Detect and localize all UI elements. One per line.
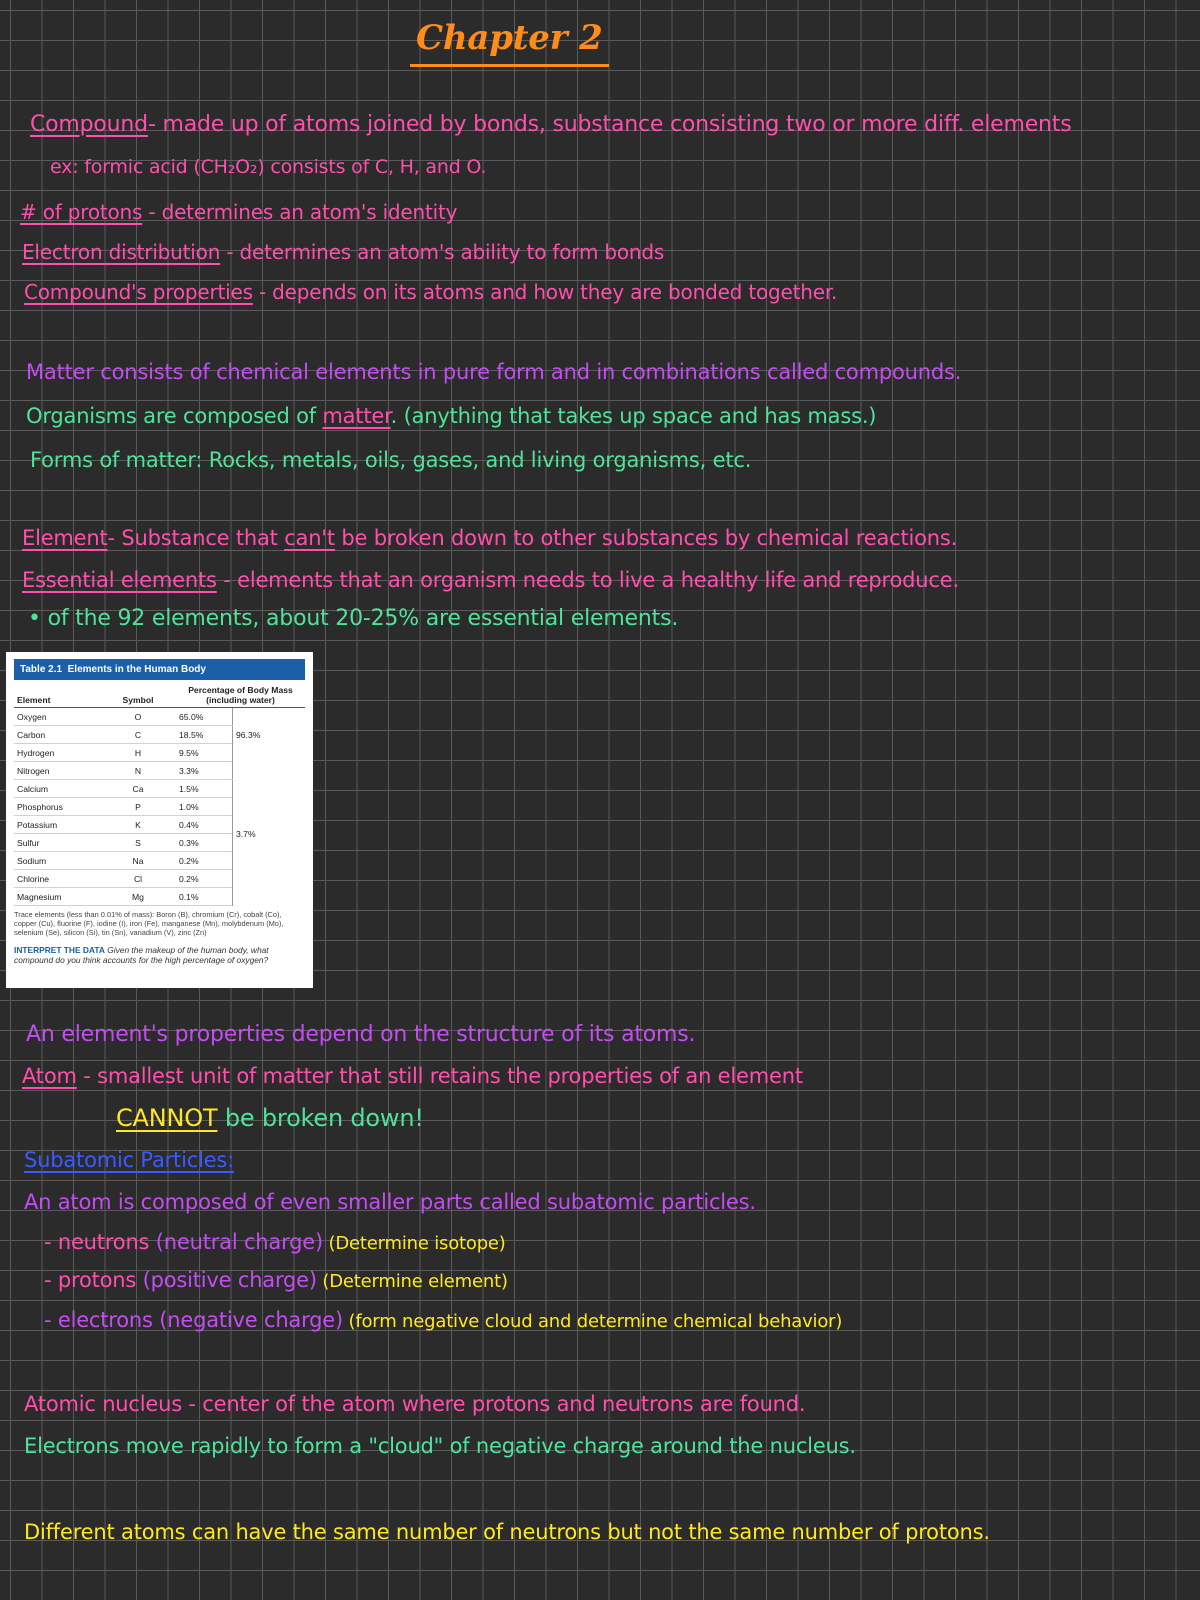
forms-of-matter-line: Forms of matter: Rocks, metals, oils, gases, and living organisms, etc. xyxy=(30,448,752,472)
electron-distribution-line xyxy=(22,240,664,264)
group2-total: 3.7% xyxy=(233,762,306,906)
cell-percent: 1.5% xyxy=(176,780,233,798)
cell-element: Hydrogen xyxy=(14,744,100,762)
elements-table xyxy=(14,683,305,906)
cell-element: Potassium xyxy=(14,816,100,834)
subatomic-heading: Subatomic Particles: xyxy=(24,1148,235,1172)
electron-term: Electron distribution xyxy=(22,240,221,264)
interpret-the-data xyxy=(14,945,305,965)
cell-percent: 0.4% xyxy=(176,816,233,834)
interpret-label: INTERPRET THE DATA xyxy=(14,945,105,955)
cell-symbol: Ca xyxy=(100,780,176,798)
cell-element: Carbon xyxy=(14,726,100,744)
cell-element: Chlorine xyxy=(14,870,100,888)
table-row xyxy=(14,708,305,726)
electrons-charge: (negative charge) xyxy=(152,1308,344,1332)
organisms-line xyxy=(26,404,876,428)
electrons-term: - electrons xyxy=(44,1308,153,1332)
protons-charge: (positive charge) xyxy=(136,1268,317,1292)
matter-term: matter xyxy=(322,404,391,428)
protons-note: (Determine element) xyxy=(316,1271,508,1292)
cell-symbol: O xyxy=(100,708,176,726)
cannot-rest: be broken down! xyxy=(217,1104,424,1132)
cell-element: Magnesium xyxy=(14,888,100,906)
cell-element: Phosphorus xyxy=(14,798,100,816)
cell-symbol: Mg xyxy=(100,888,176,906)
compound-line xyxy=(30,112,1071,137)
interpret-text: Given the makeup of the human body, what compound do you think accounts for the high percentage of oxygen? xyxy=(14,945,269,965)
element-def-a: - Substance that xyxy=(107,526,285,550)
cell-percent: 0.2% xyxy=(176,852,233,870)
element-def-b: be broken down to other substances by chemical reactions. xyxy=(334,526,958,550)
compound-def: - made up of atoms joined by bonds, substance consisting two or more diff. elements xyxy=(147,112,1072,137)
organisms-def: . (anything that takes up space and has mass.) xyxy=(390,404,877,428)
electrons-line xyxy=(44,1308,842,1332)
electrons-note: (form negative cloud and determine chemical behavior) xyxy=(343,1311,843,1332)
atom-line xyxy=(22,1064,803,1088)
col-element: Element xyxy=(14,683,100,708)
cell-symbol: S xyxy=(100,834,176,852)
trace-elements-note: Trace elements (less than 0.01% of mass): Boron (B), chromium (Cr), cobalt (Co), copper (Cu), fluorine (F), iodine (I), iron (Fe), manganese (Mn), molybdenum (Mo), selenium (Se), silicon (Si), tin (Sn), vanadium (V), zinc (Zn) xyxy=(14,910,284,937)
cell-symbol: N xyxy=(100,762,176,780)
cell-percent: 0.3% xyxy=(176,834,233,852)
protons-particle-term: - protons xyxy=(44,1268,137,1292)
protons-term: # of protons xyxy=(20,200,143,224)
cannot-line xyxy=(116,1104,424,1132)
organisms-text: Organisms are composed of xyxy=(26,404,323,428)
electron-def: - determines an atom's ability to form bonds xyxy=(220,240,665,264)
cell-symbol: P xyxy=(100,798,176,816)
element-line xyxy=(22,526,957,550)
essential-elements-line xyxy=(22,568,959,592)
elements-table-figure xyxy=(6,652,313,988)
cell-percent: 1.0% xyxy=(176,798,233,816)
cell-element: Sodium xyxy=(14,852,100,870)
group1-total: 96.3% xyxy=(233,708,306,762)
nucleus-line: Atomic nucleus - center of the atom where protons and neutrons are found. xyxy=(24,1392,806,1416)
props-term: Compound's properties xyxy=(24,280,253,304)
cell-symbol: C xyxy=(100,726,176,744)
composed-line: An atom is composed of even smaller parts called subatomic particles. xyxy=(24,1190,756,1214)
cell-symbol: K xyxy=(100,816,176,834)
compound-term: Compound xyxy=(30,112,148,137)
props-def: - depends on its atoms and how they are bonded together. xyxy=(252,280,838,304)
cell-element: Oxygen xyxy=(14,708,100,726)
essential-bullet: • of the 92 elements, about 20-25% are essential elements. xyxy=(28,606,679,631)
cant-term: can't xyxy=(284,526,335,550)
cell-element: Calcium xyxy=(14,780,100,798)
table-caption-label: Table 2.1 xyxy=(20,664,63,675)
cell-percent: 65.0% xyxy=(176,708,233,726)
col-symbol: Symbol xyxy=(100,683,176,708)
formic-acid-example: ex: formic acid (CH₂O₂) consists of C, H, and O. xyxy=(50,156,487,178)
protons-def: - determines an atom's identity xyxy=(142,200,458,224)
neutrons-charge: (neutral charge) xyxy=(149,1230,323,1254)
col-percent: Percentage of Body Mass (including water) xyxy=(176,683,305,708)
element-term: Element xyxy=(22,526,108,550)
cell-percent: 0.1% xyxy=(176,888,233,906)
cell-symbol: Na xyxy=(100,852,176,870)
cell-symbol: H xyxy=(100,744,176,762)
table-caption xyxy=(14,659,305,680)
page-title: Chapter 2 xyxy=(410,18,609,67)
cell-percent: 0.2% xyxy=(176,870,233,888)
matter-line: Matter consists of chemical elements in pure form and in combinations called compounds. xyxy=(26,360,962,384)
neutrons-note: (Determine isotope) xyxy=(323,1233,506,1254)
cell-percent: 18.5% xyxy=(176,726,233,744)
atom-term: Atom xyxy=(22,1064,77,1088)
element-properties-line: An element's properties depend on the structure of its atoms. xyxy=(26,1022,696,1047)
protons-particle-line xyxy=(44,1268,508,1292)
table-row xyxy=(14,762,305,780)
cell-element: Nitrogen xyxy=(14,762,100,780)
neutrons-line xyxy=(44,1230,506,1254)
cell-percent: 9.5% xyxy=(176,744,233,762)
cannot-term: CANNOT xyxy=(116,1104,218,1132)
neutrons-term: - neutrons xyxy=(44,1230,150,1254)
protons-line xyxy=(20,200,457,224)
essential-term: Essential elements xyxy=(22,568,217,592)
cell-symbol: Cl xyxy=(100,870,176,888)
different-atoms-line: Different atoms can have the same number of neutrons but not the same number of protons. xyxy=(24,1520,990,1544)
essential-def: - elements that an organism needs to live a healthy life and reproduce. xyxy=(216,568,959,592)
electron-cloud-line: Electrons move rapidly to form a "cloud" of negative charge around the nucleus. xyxy=(24,1434,856,1458)
cell-element: Sulfur xyxy=(14,834,100,852)
cell-percent: 3.3% xyxy=(176,762,233,780)
atom-def: - smallest unit of matter that still retains the properties of an element xyxy=(76,1064,803,1088)
table-caption-text: Elements in the Human Body xyxy=(67,664,206,675)
compound-properties-line xyxy=(24,280,837,304)
